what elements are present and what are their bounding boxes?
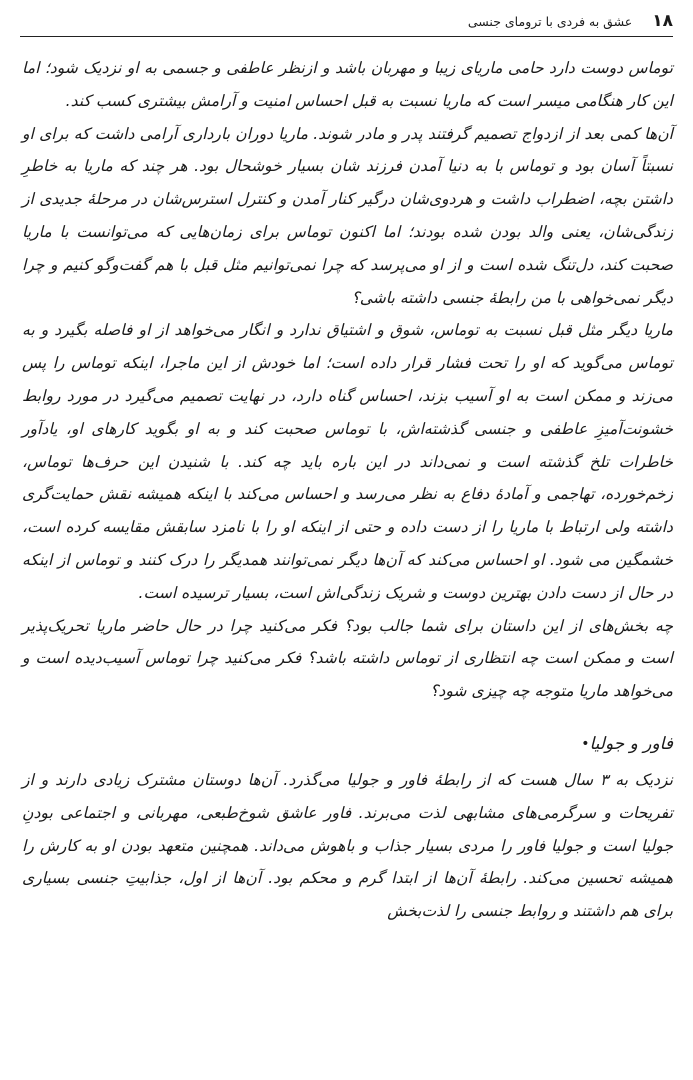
page-header xyxy=(20,8,673,34)
paragraph: چه بخش‌های از این داستان برای شما جالب بود؟ فکر می‌کنید چرا در حال حاضر ماریا تحریک‌پذیر است و ممکن است چه انتظاری از توماس داشته باشد؟ فکر می‌کنید چرا توماس آسیب‌دیده است و می‌خواهد ماریا متوجه چه چیزی شود؟ xyxy=(22,616,673,701)
body-text xyxy=(22,52,673,928)
page-number: ۱۸ xyxy=(652,11,673,31)
paragraph: نزدیک به ۳ سال هست که از رابطۀ فاور و جولیا می‌گذرد. آن‌ها دوستان مشترک زیادی دارند و از تفریحات و سرگرمی‌های مشابهی لذت می‌برند. فاور عاشق شوخ‌طبعی، مهربانی و اجتماعی بودنِ جولیا است و جولیا فاور را مردی بسیار جذاب و باهوش می‌داند. همچنین متعهد بودن او به کارش را همیشه تحسین می‌کند. رابطۀ آن‌ها از ابتدا گرم و محکم بود. آن‌ها از اول، جذابیتِ جنسی بسیاری برای هم داشتند و روابط جنسی را لذت‌بخش xyxy=(22,770,673,921)
section-heading xyxy=(22,728,673,760)
bullet-icon: • xyxy=(581,735,590,752)
paragraph: ماریا دیگر مثل قبل نسبت به توماس، شوق و اشتیاق ندارد و انگار می‌خواهد از او فاصله بگیرد و به توماس می‌گوید که او را تحت فشار قرار داده است؛ اما خودش از این ماجرا، اینکه توماس را پس می‌زند و ممکن است به او آسیب بزند، احساس گناه دارد، در نهایت تصمیم می‌گیرد در مورد روابط خشونت‌آمیزِ عاطفی و جنسی گذشته‌اش، با توماس صحبت کند و به او بگوید کارهای او، یادآور خاطرات تلخ گذشته است و نمی‌داند در این باره باید چه کند. با شنیدن این حرف‌ها توماس، زخم‌خورده، تهاجمی و آمادۀ دفاع به نظر می‌رسد و احساس می‌کند با اینکه همیشه نقش حمایت‌گری داشته ولی ارتباط با ماریا را از دست داده و حتی از اینکه او را با نامزد سابقش مقایسه کرده است، خشمگین می شود. او احساس می‌کند که آن‌ها دیگر نمی‌توانند همدیگر را درک کنند و توماس از اینکه در حال از دست دادن بهترین دوست و شریک زندگی‌اش است، بسیار ترسیده است. xyxy=(22,321,673,602)
running-title: عشق به فردی با ترومای جنسی xyxy=(467,13,633,29)
paragraph: آن‌ها کمی بعد از ازدواج تصمیم گرفتند پدر و مادر شوند. ماریا دوران بارداری آرامی داشت که برای او نسبتاً آسان بود و توماس با به دنیا آمدن فرزند شان بسیار خوشحال بود. هر چند که ماریا به خاطرِ داشتن بچه، اضطراب داشت و هردوی‌شان درگیر کنار آمدن و کنترل استرس‌شان در مرحلۀ جدیدی از زندگی‌شان، یعنی والد بودن شده بودند؛ اما اکنون توماس برای زمان‌هایی که می‌توانست با ماریا صحبت کند، دل‌تنگ شده است و از او می‌پرسد که چرا نمی‌توانیم مثل قبل با هم گفت‌وگو کنیم و چرا دیگر نمی‌خواهی با من رابطۀ جنسی داشته باشی؟ xyxy=(22,124,673,307)
header-rule xyxy=(20,36,673,37)
paragraph: توماس دوست دارد حامی ماریای زیبا و مهربان باشد و ازنظر عاطفی و جسمی به او نزدیک شود؛ اما این کار هنگامی میسر است که ماریا نسبت به قبل احساس امنیت و آرامش بیشتری کسب کند. xyxy=(22,59,673,110)
section-heading-title: فاور و جولیا xyxy=(589,733,673,754)
